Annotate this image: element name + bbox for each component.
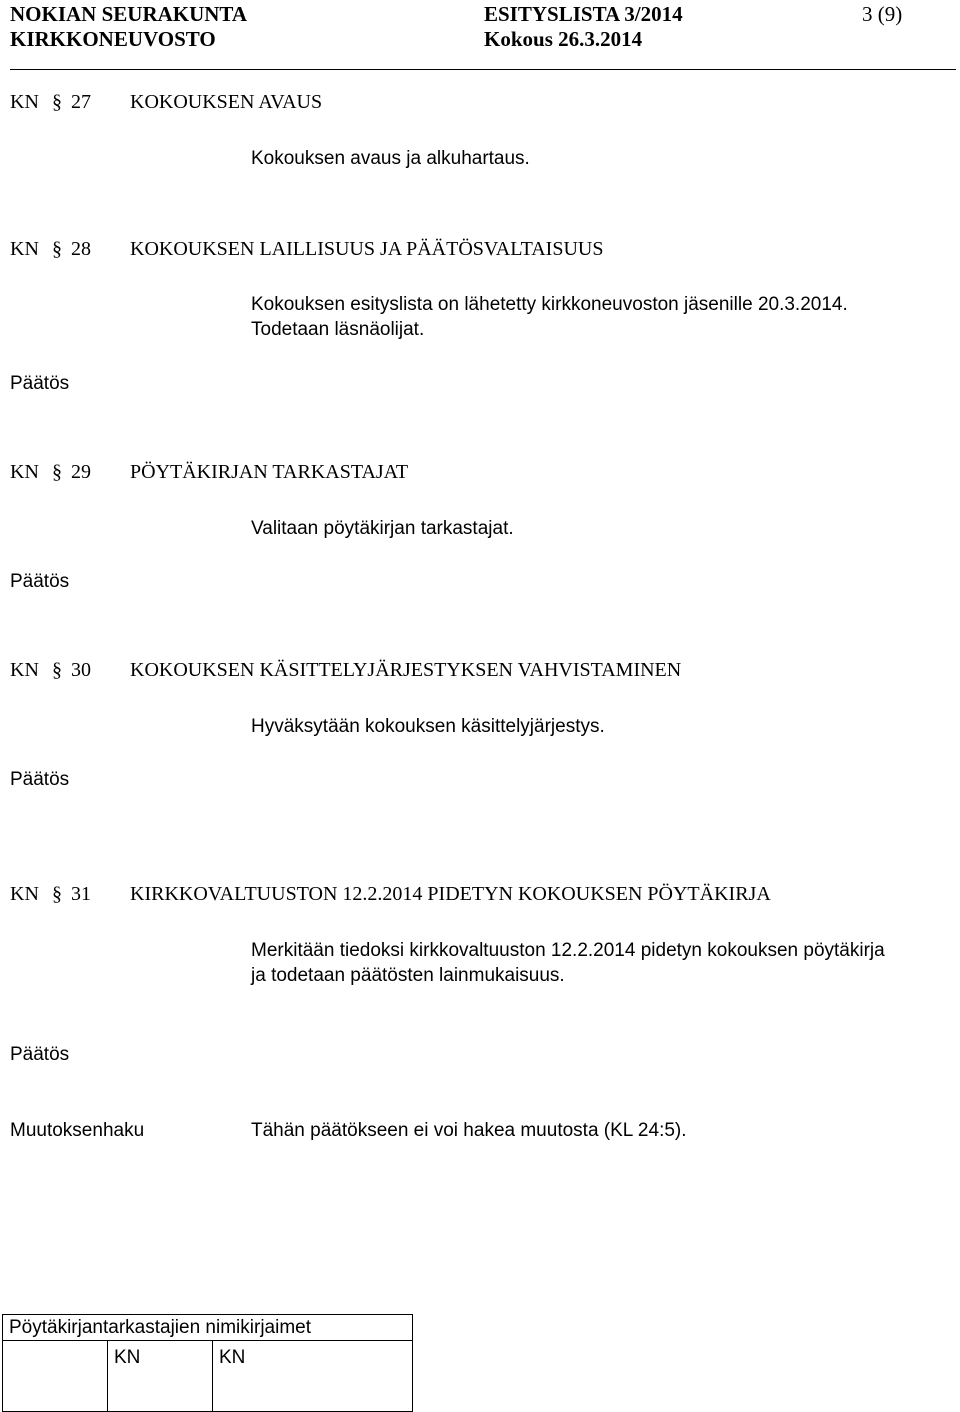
decision-label: Päätös <box>10 571 70 592</box>
signature-table <box>2 1314 413 1412</box>
section-sign: § <box>52 91 62 113</box>
section-text: Merkitään tiedoksi kirkkovaltuuston 12.2.2014 pidetyn kokouksen pöytäkirja <box>251 940 885 961</box>
decision-label: Päätös <box>10 373 70 394</box>
section-sign: § <box>52 659 62 681</box>
section-kn-label: KN <box>10 91 39 113</box>
section-kn-label: KN <box>10 238 39 260</box>
header-meeting: Kokous 26.3.2014 <box>484 27 643 51</box>
decision-label: Päätös <box>10 1044 70 1065</box>
section-sign: § <box>52 883 62 905</box>
section-title: KOKOUKSEN AVAUS <box>130 91 323 113</box>
section-sign: § <box>52 461 62 483</box>
section-number: 28 <box>71 238 91 260</box>
section-title: KOKOUKSEN KÄSITTELYJÄRJESTYKSEN VAHVISTAMINEN <box>130 659 682 681</box>
section-text: ja todetaan päätösten lainmukaisuus. <box>251 965 565 986</box>
section-number: 30 <box>71 659 91 681</box>
signature-cell: KN <box>108 1341 213 1412</box>
section-text: Todetaan läsnäolijat. <box>251 319 425 340</box>
header-rule <box>10 69 956 70</box>
header-org: NOKIAN SEURAKUNTA <box>10 2 248 26</box>
signature-cell <box>3 1341 108 1412</box>
appeal-label: Muutoksenhaku <box>10 1120 145 1141</box>
section-text: Kokouksen esityslista on lähetetty kirkkoneuvoston jäsenille 20.3.2014. <box>251 294 848 315</box>
signature-table-title: Pöytäkirjantarkastajien nimikirjaimet <box>3 1315 413 1341</box>
section-title: KOKOUKSEN LAILLISUUS JA PÄÄTÖSVALTAISUUS <box>130 238 604 260</box>
section-kn-label: KN <box>10 659 39 681</box>
section-title: PÖYTÄKIRJAN TARKASTAJAT <box>130 461 409 483</box>
section-sign: § <box>52 238 62 260</box>
section-text: Hyväksytään kokouksen käsittelyjärjestys. <box>251 716 605 737</box>
decision-label: Päätös <box>10 769 70 790</box>
signature-cell: KN <box>213 1341 413 1412</box>
section-number: 27 <box>71 91 91 113</box>
section-text: Valitaan pöytäkirjan tarkastajat. <box>251 518 514 539</box>
section-kn-label: KN <box>10 461 39 483</box>
section-text: Kokouksen avaus ja alkuhartaus. <box>251 148 530 169</box>
section-kn-label: KN <box>10 883 39 905</box>
section-title: KIRKKOVALTUUSTON 12.2.2014 PIDETYN KOKOUKSEN PÖYTÄKIRJA <box>130 883 771 905</box>
header-agenda: ESITYSLISTA 3/2014 <box>484 2 683 26</box>
section-number: 31 <box>71 883 91 905</box>
section-number: 29 <box>71 461 91 483</box>
appeal-text: Tähän päätökseen ei voi hakea muutosta (KL 24:5). <box>251 1120 687 1141</box>
header-page: 3 (9) <box>862 2 903 26</box>
header-body: KIRKKONEUVOSTO <box>10 27 216 51</box>
